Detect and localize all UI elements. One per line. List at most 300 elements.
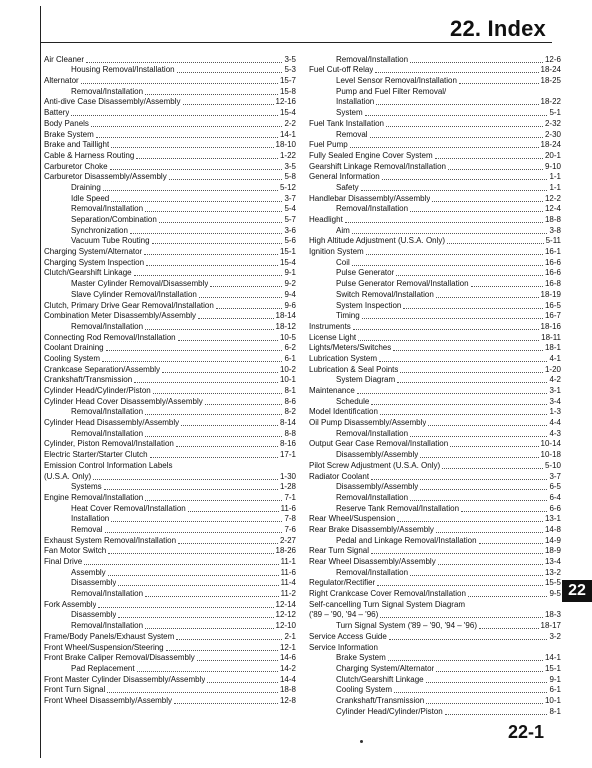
- index-entry: [44, 321, 296, 332]
- index-entry: [309, 353, 561, 364]
- leader-dots: [91, 126, 283, 127]
- leader-dots: [150, 457, 278, 458]
- leader-dots: [397, 382, 547, 383]
- leader-dots: [118, 585, 278, 586]
- entry-page: 9-6: [284, 300, 296, 310]
- entry-title: Charging System/Alternator: [44, 247, 143, 257]
- entry-title: Cylinder Head/Cylinder/Piston: [336, 706, 443, 716]
- entry-page: 3-8: [549, 225, 561, 235]
- index-entry: [44, 631, 296, 642]
- index-entry: [309, 118, 561, 129]
- entry-page: 6-2: [284, 343, 296, 353]
- index-entry: [44, 107, 296, 118]
- entry-title: Housing Removal/Installation: [71, 65, 175, 75]
- leader-dots: [361, 190, 548, 191]
- entry-title: Brake System: [336, 653, 386, 663]
- entry-page: 17-1: [279, 450, 296, 460]
- entry-page: 10-5: [279, 332, 296, 342]
- entry-page: 18-8: [544, 215, 561, 224]
- index-entry: [309, 588, 561, 599]
- entry-title: Front Master Cylinder Disassembly/Assembly: [44, 674, 206, 684]
- index-entry: [309, 706, 561, 717]
- index-entry: [309, 631, 561, 642]
- index-entry: [309, 343, 561, 354]
- entry-title: Cylinder Head Disassembly/Assembly: [44, 418, 180, 428]
- entry-title: Carburetor Disassembly/Assembly: [44, 172, 167, 182]
- entry-page: 18-12: [275, 321, 296, 331]
- entry-title: Brake and Taillight: [44, 140, 110, 150]
- entry-title: Electric Starter/Starter Clutch: [44, 450, 148, 460]
- leader-dots: [479, 543, 543, 544]
- leader-dots: [110, 169, 283, 170]
- leader-dots: [371, 404, 547, 405]
- index-entry: [44, 417, 296, 428]
- entry-page: 12-6: [544, 54, 561, 64]
- index-entry: [44, 439, 296, 450]
- entry-page: 1-22: [279, 150, 296, 160]
- leader-dots: [432, 201, 543, 202]
- leader-dots: [178, 340, 278, 341]
- index-entry: [309, 107, 561, 118]
- index-entry: [44, 268, 296, 279]
- index-entry: [309, 86, 561, 97]
- entry-title: Service Access Guide: [309, 631, 387, 641]
- entry-title: High Altitude Adjustment (U.S.A. Only): [309, 236, 446, 246]
- entry-page: 1-3: [549, 407, 561, 417]
- entry-title: Switch Removal/Installation: [336, 289, 434, 299]
- index-entry: [44, 193, 296, 204]
- entry-title: Fan Motor Switch: [44, 546, 107, 556]
- entry-page: 4-1: [549, 353, 561, 363]
- entry-page: 11-2: [280, 589, 296, 599]
- leader-dots: [145, 211, 282, 212]
- entry-page: 16-5: [544, 300, 561, 310]
- leader-dots: [108, 553, 273, 554]
- entry-title: Frame/Body Panels/Exhaust System: [44, 631, 175, 641]
- leader-dots: [426, 703, 543, 704]
- leader-dots: [471, 286, 543, 287]
- entry-page: 7-8: [284, 514, 296, 524]
- index-entry: [309, 278, 561, 289]
- entry-title: Brake System: [44, 129, 94, 139]
- entry-title: Ignition System: [309, 247, 364, 257]
- entry-title: Handlebar Disassembly/Assembly: [309, 193, 431, 203]
- entry-page: 1-1: [549, 182, 561, 192]
- entry-page: 12-12: [275, 610, 296, 620]
- entry-title: Removal/Installation: [71, 589, 144, 599]
- entry-title: Headlight: [309, 215, 343, 224]
- entry-page: 2-30: [544, 129, 561, 139]
- entry-title: Fully Sealed Engine Cover System: [309, 150, 433, 160]
- leader-dots: [145, 329, 273, 330]
- leader-dots: [181, 425, 278, 426]
- entry-title: Fuel Tank Installation: [309, 118, 385, 128]
- leader-dots: [445, 714, 548, 715]
- entry-title: Installation: [336, 97, 375, 107]
- entry-title: Disassembly/Assembly: [336, 482, 419, 492]
- leader-dots: [379, 361, 547, 362]
- index-entry: [44, 75, 296, 86]
- entry-title: ('89 – '90, '94 – '96): [309, 610, 379, 620]
- index-entry: [309, 129, 561, 140]
- leader-dots: [98, 607, 273, 608]
- leader-dots: [205, 404, 283, 405]
- leader-dots: [137, 671, 278, 672]
- entry-title: General Information: [309, 172, 380, 182]
- entry-page: 8-1: [549, 706, 561, 716]
- leader-dots: [145, 596, 279, 597]
- index-entry: [44, 535, 296, 546]
- leader-dots: [71, 115, 278, 116]
- index-column-right: [309, 54, 561, 717]
- index-entry: [44, 278, 296, 289]
- entry-page: 3-4: [549, 396, 561, 406]
- entry-title: Removal/Installation: [336, 567, 409, 577]
- index-entry: [309, 695, 561, 706]
- entry-page: 3-5: [284, 161, 296, 171]
- leader-dots: [352, 265, 543, 266]
- entry-title: Removal: [71, 524, 103, 534]
- entry-title: Rear Wheel/Suspension: [309, 514, 396, 524]
- leader-dots: [105, 532, 283, 533]
- leader-dots: [350, 147, 539, 148]
- entry-title: Installation: [71, 514, 110, 524]
- entry-title: Removal/Installation: [71, 621, 144, 631]
- entry-title: Systems: [71, 482, 102, 492]
- index-entry: [309, 417, 561, 428]
- entry-page: 5-3: [284, 65, 296, 75]
- entry-page: 18-25: [540, 76, 561, 86]
- entry-page: 15-4: [279, 108, 296, 118]
- entry-title: Fuel Pump: [309, 140, 348, 150]
- entry-page: 18-3: [544, 610, 561, 620]
- leader-dots: [176, 446, 278, 447]
- index-entry: [309, 599, 561, 610]
- entry-page: 16-8: [544, 279, 561, 289]
- leader-dots: [376, 104, 538, 105]
- entry-title: Assembly: [71, 567, 106, 577]
- entry-title: Lubrication System: [309, 353, 378, 363]
- entry-title: Maintenance: [309, 386, 355, 395]
- leader-dots: [366, 254, 543, 255]
- entry-page: 7-6: [284, 524, 296, 534]
- index-entry: [309, 514, 561, 525]
- entry-page: 10-2: [279, 364, 296, 374]
- entry-title: Final Drive: [44, 557, 83, 566]
- entry-title: Draining: [71, 182, 101, 192]
- leader-dots: [410, 436, 547, 437]
- entry-title: Regulator/Rectifier: [309, 578, 376, 588]
- index-entry: [44, 567, 296, 578]
- entry-title: Clutch, Primary Drive Gear Removal/Installation: [44, 300, 214, 310]
- entry-title: Oil Pump Disassembly/Assembly: [309, 418, 427, 428]
- entry-title: Separation/Combination: [71, 215, 157, 224]
- entry-page: 7-1: [284, 492, 296, 502]
- leader-dots: [207, 682, 278, 683]
- leader-dots: [134, 275, 283, 276]
- entry-title: Front Brake Caliper Removal/Disassembly: [44, 653, 195, 663]
- index-entry: [44, 663, 296, 674]
- leader-dots: [111, 201, 282, 202]
- entry-title: Right Crankcase Cover Removal/Installation: [309, 589, 466, 599]
- index-entry: [309, 385, 561, 396]
- entry-title: Removal/Installation: [71, 407, 144, 417]
- index-entry: [44, 610, 296, 621]
- entry-title: Front Turn Signal: [44, 685, 106, 695]
- entry-page: 6-6: [549, 503, 561, 513]
- leader-dots: [403, 308, 543, 309]
- entry-page: 1-28: [279, 482, 296, 492]
- leader-dots: [380, 414, 548, 415]
- page-title: 22. Index: [450, 16, 546, 41]
- entry-title: Charging System/Alternator: [336, 663, 435, 673]
- leader-dots: [198, 318, 273, 319]
- index-entry: [309, 653, 561, 664]
- index-entry: [309, 321, 561, 332]
- entry-page: 15-4: [279, 257, 296, 267]
- entry-title: Removal/Installation: [71, 86, 144, 96]
- index-entry: [309, 471, 561, 482]
- index-entry: [44, 54, 296, 65]
- entry-page: 10-14: [540, 439, 561, 449]
- leader-dots: [199, 297, 283, 298]
- index-entry: [309, 364, 561, 375]
- entry-page: 18-24: [540, 140, 561, 150]
- index-entry: [309, 300, 561, 311]
- entry-page: 3-6: [284, 225, 296, 235]
- index-entry: [309, 674, 561, 685]
- entry-title: Removal/Installation: [336, 428, 409, 438]
- leader-dots: [400, 372, 543, 373]
- index-entry: [309, 567, 561, 578]
- leader-dots: [130, 233, 283, 234]
- index-entry: [309, 172, 561, 183]
- entry-title: Alternator: [44, 76, 79, 86]
- entry-title: Pump and Fuel Filter Removal/: [336, 86, 447, 96]
- leader-dots: [420, 457, 538, 458]
- leader-dots: [410, 575, 543, 576]
- leader-dots: [365, 115, 548, 116]
- entry-page: 1-30: [279, 471, 296, 481]
- header-rule: [40, 42, 552, 43]
- entry-title: (U.S.A. Only): [44, 471, 92, 481]
- entry-title: Output Gear Case Removal/Installation: [309, 439, 449, 449]
- entry-page: 11-1: [280, 557, 296, 566]
- index-entry: [44, 685, 296, 696]
- index-entry: [44, 161, 296, 172]
- index-entry: [309, 610, 561, 621]
- leader-dots: [375, 72, 538, 73]
- index-entry: [309, 150, 561, 161]
- index-entry: [44, 289, 296, 300]
- leader-dots: [438, 564, 543, 565]
- entry-title: Cylinder, Piston Removal/Installation: [44, 439, 174, 449]
- index-entry: [44, 140, 296, 151]
- entry-page: 8-14: [279, 418, 296, 428]
- leader-dots: [479, 628, 539, 629]
- entry-page: 8-6: [284, 396, 296, 406]
- index-entry: [44, 257, 296, 268]
- entry-title: Gearshift Linkage Removal/Installation: [309, 161, 446, 171]
- leader-dots: [166, 650, 278, 651]
- entry-page: 3-7: [549, 471, 561, 481]
- entry-title: Disassembly: [71, 578, 117, 588]
- leader-dots: [118, 617, 273, 618]
- index-entry: [309, 140, 561, 151]
- index-entry: [309, 268, 561, 279]
- leader-dots: [461, 511, 547, 512]
- leader-dots: [81, 83, 278, 84]
- entry-title: Synchronization: [71, 225, 128, 235]
- entry-page: 15-1: [544, 663, 561, 673]
- index-entry: [309, 332, 561, 343]
- leader-dots: [210, 286, 282, 287]
- entry-title: Cable & Harness Routing: [44, 150, 135, 160]
- entry-page: 6-5: [549, 482, 561, 492]
- index-entry: [309, 204, 561, 215]
- leader-dots: [145, 500, 282, 501]
- entry-page: 13-2: [544, 567, 561, 577]
- index-entry: [309, 396, 561, 407]
- leader-dots: [174, 703, 278, 704]
- entry-title: Front Wheel Disassembly/Assembly: [44, 695, 173, 705]
- entry-title: Connecting Rod Removal/Installation: [44, 332, 176, 342]
- index-entry: [44, 546, 296, 557]
- leader-dots: [145, 94, 278, 95]
- leader-dots: [410, 500, 547, 501]
- entry-title: Crankshaft/Transmission: [44, 375, 133, 385]
- entry-page: 14-1: [544, 653, 561, 663]
- index-entry: [44, 364, 296, 375]
- page-mark: [360, 740, 363, 743]
- leader-dots: [152, 243, 283, 244]
- index-entry: [44, 482, 296, 493]
- leader-dots: [357, 393, 548, 394]
- entry-page: 9-4: [284, 289, 296, 299]
- leader-dots: [397, 521, 543, 522]
- entry-title: Carburetor Choke: [44, 161, 108, 171]
- entry-page: 13-4: [544, 557, 561, 566]
- entry-page: 14-8: [544, 524, 561, 534]
- entry-page: 6-4: [549, 492, 561, 502]
- entry-title: Timing: [336, 311, 360, 321]
- index-entry: [309, 236, 561, 247]
- leader-dots: [136, 158, 278, 159]
- entry-page: 18-1: [544, 343, 561, 353]
- entry-title: Lubrication & Seal Points: [309, 364, 399, 374]
- leader-dots: [410, 211, 543, 212]
- entry-page: 5-12: [279, 182, 296, 192]
- entry-page: 9-5: [549, 589, 561, 599]
- entry-title: Schedule: [336, 396, 370, 406]
- entry-page: 8-16: [279, 439, 296, 449]
- leader-dots: [352, 233, 548, 234]
- index-entry: [44, 407, 296, 418]
- index-entry: [309, 546, 561, 557]
- leader-dots: [176, 639, 282, 640]
- entry-page: 18-19: [540, 289, 561, 299]
- entry-title: Clutch/Gearshift Linkage: [44, 268, 132, 278]
- entry-title: Removal/Installation: [71, 428, 144, 438]
- leader-dots: [197, 660, 278, 661]
- entry-page: 11-6: [280, 567, 296, 577]
- entry-page: 5-11: [545, 236, 561, 246]
- entry-title: License Light: [309, 332, 357, 342]
- index-entry: [309, 642, 561, 653]
- leader-dots: [394, 692, 547, 693]
- index-entry: [309, 535, 561, 546]
- index-entry: [309, 75, 561, 86]
- index-entry: [309, 54, 561, 65]
- entry-title: Engine Removal/Installation: [44, 492, 144, 502]
- leader-dots: [428, 425, 547, 426]
- index-entry: [44, 620, 296, 631]
- entry-title: Cooling System: [336, 685, 393, 695]
- entry-page: 16-1: [544, 247, 561, 257]
- entry-title: Exhaust System Removal/Installation: [44, 535, 177, 545]
- leader-dots: [159, 222, 283, 223]
- leader-dots: [436, 297, 539, 298]
- index-entry: [309, 214, 561, 225]
- entry-page: 2-27: [279, 535, 296, 545]
- entry-title: Fuel Cut-off Relay: [309, 65, 374, 75]
- index-entry: [44, 460, 296, 471]
- entry-page: 4-4: [549, 418, 561, 428]
- entry-page: 9-1: [284, 268, 296, 278]
- index-entry: [44, 225, 296, 236]
- index-entry: [44, 524, 296, 535]
- entry-page: 12-4: [544, 204, 561, 214]
- entry-title: Removal/Installation: [336, 54, 409, 64]
- index-entry: [44, 503, 296, 514]
- entry-page: 8-1: [284, 386, 296, 395]
- entry-page: 12-16: [275, 97, 296, 107]
- entry-title: Combination Meter Disassembly/Assembly: [44, 311, 197, 321]
- leader-dots: [459, 83, 539, 84]
- leader-dots: [436, 532, 543, 533]
- index-entry: [44, 214, 296, 225]
- entry-page: 14-9: [544, 535, 561, 545]
- entry-page: 18-24: [540, 65, 561, 75]
- entry-title: Pulse Generator Removal/Installation: [336, 279, 469, 289]
- leader-dots: [468, 596, 547, 597]
- index-entry: [309, 289, 561, 300]
- leader-dots: [107, 692, 278, 693]
- entry-page: 11-6: [280, 503, 296, 513]
- entry-title: Cooling System: [44, 353, 101, 363]
- entry-title: Crankcase Separation/Assembly: [44, 364, 161, 374]
- index-entry: [309, 97, 561, 108]
- index-entry: [309, 311, 561, 322]
- entry-page: 18-26: [275, 546, 296, 556]
- entry-page: 3-2: [549, 631, 561, 641]
- entry-title: Instruments: [309, 321, 351, 331]
- entry-title: Level Sensor Removal/Installation: [336, 76, 457, 86]
- entry-title: Fork Assembly: [44, 599, 97, 609]
- index-entry: [44, 311, 296, 322]
- leader-dots: [353, 329, 539, 330]
- entry-page: 5-6: [284, 236, 296, 246]
- index-entry: [44, 674, 296, 685]
- index-entry: [44, 375, 296, 386]
- entry-title: Heat Cover Removal/Installation: [71, 503, 186, 513]
- leader-dots: [388, 660, 543, 661]
- index-entry: [309, 556, 561, 567]
- entry-title: Self-cancelling Turn Signal System Diagram: [309, 599, 466, 609]
- leader-dots: [216, 308, 283, 309]
- index-entry: [44, 300, 296, 311]
- leader-dots: [389, 639, 548, 640]
